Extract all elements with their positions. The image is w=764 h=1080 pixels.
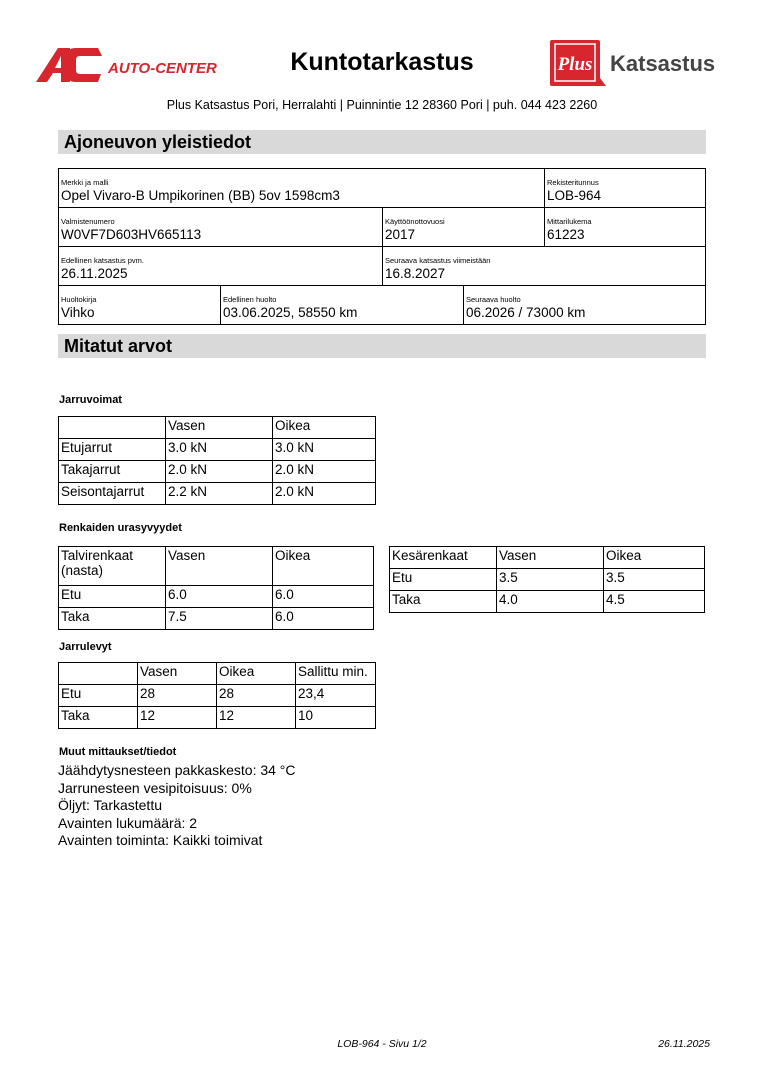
table-header-row [59, 417, 376, 439]
table-row [390, 569, 705, 591]
table-cell: 28 [217, 685, 296, 707]
table-cell: Takajarrut [59, 461, 166, 483]
list-item: Jarrunesteen vesipitoisuus: 0% [58, 779, 252, 796]
table-cell: Taka [59, 707, 138, 729]
registration-label: Rekisteritunnus [547, 178, 599, 187]
table-cell: Oikea [273, 547, 374, 586]
summer-tyres-table [389, 546, 705, 613]
service-book-label: Huoltokirja [61, 295, 97, 304]
table-cell: 6.0 [166, 586, 273, 608]
table-cell: 2.2 kN [166, 483, 273, 505]
last-inspection-value: 26.11.2025 [61, 266, 128, 281]
last-service-value: 03.06.2025, 58550 km [223, 305, 358, 320]
vin-value: W0VF7D603HV665113 [61, 227, 202, 242]
table-cell: Taka [390, 591, 497, 613]
table-cell: Etu [59, 685, 138, 707]
info-row [59, 247, 705, 286]
vehicle-section-heading-text: Ajoneuvon yleistiedot [64, 132, 252, 152]
table-row [59, 685, 376, 707]
table-cell: Etujarrut [59, 439, 166, 461]
next-service-value: 06.2026 / 73000 km [466, 305, 586, 320]
service-book-cell [59, 286, 221, 324]
plus-badge-text: Plus [557, 54, 593, 75]
table-cell: Vasen [166, 547, 273, 586]
table-cell: Oikea [604, 547, 705, 569]
table-cell: Kesärenkaat [390, 547, 497, 569]
table-header-row [390, 547, 705, 569]
address-line: Plus Katsastus Pori, Herralahti | Puinnintie 12 28360 Pori | puh. 044 423 2260 [166, 98, 598, 112]
list-item: Jäähdytysnesteen pakkaskesto: 34 °C [58, 762, 296, 778]
table-row [59, 483, 376, 505]
first-use-cell [383, 208, 545, 246]
table-row [59, 439, 376, 461]
last-service-label: Edellinen huolto [223, 295, 277, 304]
table-cell: Taka [59, 608, 166, 630]
vin-cell [59, 208, 383, 246]
table-cell: Vasen [138, 663, 217, 685]
table-cell: Etu [59, 586, 166, 608]
service-book-value: Vihko [61, 305, 95, 320]
info-row [59, 169, 705, 208]
table-cell: 3.5 [604, 569, 705, 591]
make-model-cell [59, 169, 545, 207]
info-row [59, 286, 705, 324]
table-cell: Etu [390, 569, 497, 591]
table-cell: 2.0 kN [273, 483, 376, 505]
vehicle-info-table [58, 168, 706, 325]
tyre-depth-title: Renkaiden urasyvyydet [59, 522, 182, 534]
table-row [390, 591, 705, 613]
first-use-value: 2017 [385, 227, 416, 242]
table-cell: 3.5 [497, 569, 604, 591]
table-cell: 6.0 [273, 608, 374, 630]
document-title: Kuntotarkastus [290, 48, 474, 76]
brake-discs-title: Jarrulevyt [59, 641, 112, 653]
next-inspection-label: Seuraava katsastus viimeistään [385, 256, 491, 265]
odometer-cell [545, 208, 705, 246]
list-item: Avainten toiminta: Kaikki toimivat [58, 832, 263, 848]
last-inspection-cell [59, 247, 383, 285]
winter-tyres-table [58, 546, 374, 630]
table-cell: 2.0 kN [166, 461, 273, 483]
katsastus-logo-text: Katsastus [610, 51, 716, 76]
odometer-value: 61223 [547, 227, 585, 242]
table-cell: 4.5 [604, 591, 705, 613]
vehicle-section-heading [58, 130, 706, 154]
table-row [59, 586, 374, 608]
table-cell [59, 663, 138, 685]
next-inspection-cell [383, 247, 705, 285]
make-model-value: Opel Vivaro-B Umpikorinen (BB) 5ov 1598cm3 [61, 188, 340, 203]
table-cell: Seisontajarrut [59, 483, 166, 505]
table-cell: 3.0 kN [166, 439, 273, 461]
table-cell: Vasen [497, 547, 604, 569]
table-cell: 28 [138, 685, 217, 707]
list-item: Avainten lukumäärä: 2 [58, 814, 198, 831]
table-cell: 12 [217, 707, 296, 729]
next-service-label: Seuraava huolto [466, 295, 521, 304]
table-cell [59, 417, 166, 439]
first-use-label: Käyttöönottovuosi [385, 217, 445, 226]
table-cell: Vasen [166, 417, 273, 439]
other-measurements-list [58, 762, 296, 850]
brake-forces-table [58, 416, 376, 505]
table-cell: 12 [138, 707, 217, 729]
table-cell: 3.0 kN [273, 439, 376, 461]
table-header-row [59, 663, 376, 685]
table-cell: Oikea [217, 663, 296, 685]
odometer-label: Mittarilukema [547, 217, 592, 226]
registration-cell [545, 169, 705, 207]
table-cell: 6.0 [273, 586, 374, 608]
brake-forces-title: Jarruvoimat [59, 394, 122, 406]
list-item: Öljyt: Tarkastettu [58, 797, 163, 813]
next-inspection-value: 16.8.2027 [385, 266, 446, 281]
table-cell: Oikea [273, 417, 376, 439]
table-cell: 10 [296, 707, 376, 729]
last-inspection-label: Edellinen katsastus pvm. [61, 256, 144, 265]
table-cell: 4.0 [497, 591, 604, 613]
footer-page-number: LOB-964 - Sivu 1/2 [337, 1038, 427, 1050]
brake-discs-table [58, 662, 376, 729]
table-row [59, 707, 376, 729]
table-row [59, 461, 376, 483]
table-row [59, 608, 374, 630]
next-service-cell [464, 286, 705, 324]
auto-center-logo [36, 44, 222, 86]
auto-center-logo-text: AUTO-CENTER [108, 60, 217, 77]
table-header-row [59, 547, 374, 586]
other-measurements-title: Muut mittaukset/tiedot [59, 746, 177, 758]
table-cell: 23,4 [296, 685, 376, 707]
table-cell: Talvirenkaat (nasta) [59, 547, 166, 586]
plus-katsastus-logo [548, 38, 728, 90]
vin-label: Valmistenumero [61, 217, 115, 226]
make-model-label: Merkki ja malli [61, 178, 109, 187]
info-row [59, 208, 705, 247]
table-cell: Sallittu min. [296, 663, 376, 685]
measured-section-heading [58, 334, 706, 358]
table-cell: 2.0 kN [273, 461, 376, 483]
footer-date: 26.11.2025 [658, 1038, 710, 1050]
measured-section-heading-text: Mitatut arvot [64, 336, 172, 356]
table-cell: 7.5 [166, 608, 273, 630]
registration-value: LOB-964 [547, 188, 602, 203]
last-service-cell [221, 286, 464, 324]
